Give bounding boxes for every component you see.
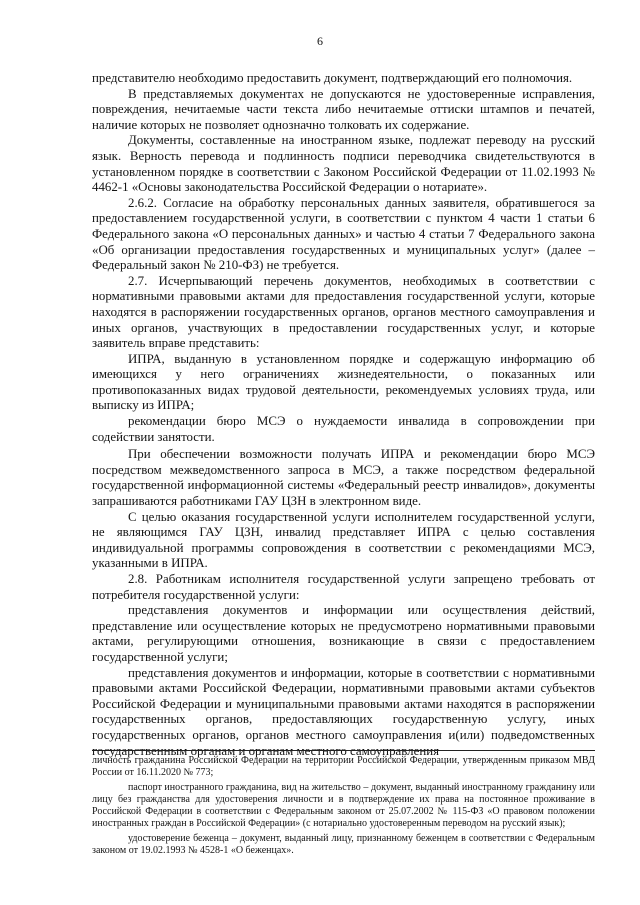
paragraph: 2.6.2. Согласие на обработку персональных данных заявителя, обратившегося за предоставлением государственной услуги, в соответствии с пунктом 4 части 1 статьи 6 Федерального закона «О персональных данных» и частью 4 статьи 7 Федерального закона «Об организации предоставления государственных и муниципальных услуг» (далее – Федеральный закон № 210-ФЗ) не требуется. [92, 195, 595, 273]
page-number: 6 [317, 34, 323, 48]
paragraph: представления документов и информации, которые в соответствии с нормативными правовыми актами Российской Федерации, нормативными правовыми актами субъектов Российской Федерации и муниципальными правовыми актами находятся в распоряжении государственных органов, предоставляющих государственную услугу, иных государственных органов, органов местного самоуправления и(или) подведомственных государственным органам и органам местного самоуправления [92, 665, 595, 758]
footnotes [92, 755, 595, 859]
paragraph: представителю необходимо предоставить документ, подтверждающий его полномочия. [92, 71, 573, 85]
paragraph: ИПРА, выданную в установленном порядке и содержащую информацию об имеющихся у него ограничениях жизнедеятельности, о показанных или противопоказанных видах трудовой деятельности, рекомендуемых условиях труда, или выписку из ИПРА; [92, 351, 595, 413]
footnote: удостоверение беженца – документ, выданный лицу, признанному беженцем в соответствии с Федеральным законом от 19.02.1993 № 4528-1 «О беженцах». [92, 832, 595, 857]
paragraph: 2.7. Исчерпывающий перечень документов, необходимых в соответствии с нормативными правовыми актами для предоставления государственной услуги, которые находятся в распоряжении государственных органов, органов местного самоуправления и иных органов, участвующих в предоставлении государственных услуг, и которые заявитель вправе представить: [92, 273, 595, 351]
paragraph: В представляемых документах не допускаются не удостоверенные исправления, повреждения, нечитаемые части текста либо нечитаемые оттиски штампов и печатей, наличие которых не позволяет однозначно толковать их содержание. [92, 86, 595, 132]
footnote-divider [92, 750, 595, 751]
paragraph: рекомендации бюро МСЭ о нуждаемости инвалида в сопровождении при содействии занятости. [92, 414, 595, 444]
paragraph: С целью оказания государственной услуги исполнителем государственной услуги, не являющимся ГАУ ЦЗН, инвалид представляет ИПРА с целью составления индивидуальной программы сопровождения в соответствии с рекомендациями МСЭ, указанными в ИПРА. [92, 509, 595, 571]
paragraph: 2.8. Работникам исполнителя государственной услуги запрещено требовать от потребителя государственной услуги: [92, 572, 595, 602]
footnote: личность гражданина Российской Федерации на территории Российской Федерации, утвержденным приказом МВД России от 16.11.2020 № 773; [92, 755, 595, 779]
paragraph: При обеспечении возможности получать ИПРА и рекомендации бюро МСЭ посредством межведомственного запроса в МСЭ, а также посредством федеральной государственной информационной системы «Федеральный реестр инвалидов», документы запрашиваются работниками ГАУ ЦЗН в электронном виде. [92, 447, 595, 509]
body-text [92, 71, 595, 759]
paragraph: Документы, составленные на иностранном языке, подлежат переводу на русский язык. Верность перевода и подлинность подписи переводчика свидетельствуются в установленном порядке в соответствии с Законом Российской Федерации от 11.02.1993 № 4462-1 «Основы законодательства Российской Федерации о нотариате». [92, 133, 595, 195]
footnote: паспорт иностранного гражданина, вид на жительство – документ, выданный иностранному гражданину или лицу без гражданства для удостоверения личности и в подтверждение их права на постоянное проживание в Российской Федерации в соответствии с Федеральным законом от 25.07.2002 № 115-ФЗ «О правовом положении иностранных граждан в Российской Федерации» (с нотариально удостоверенным переводом на русский язык); [92, 781, 595, 830]
paragraph: представления документов и информации или осуществления действий, представление или осуществление которых не предусмотрено нормативными правовыми актами, регулирующими отношения, возникающие в связи с предоставлением государственной услуги; [92, 603, 595, 664]
